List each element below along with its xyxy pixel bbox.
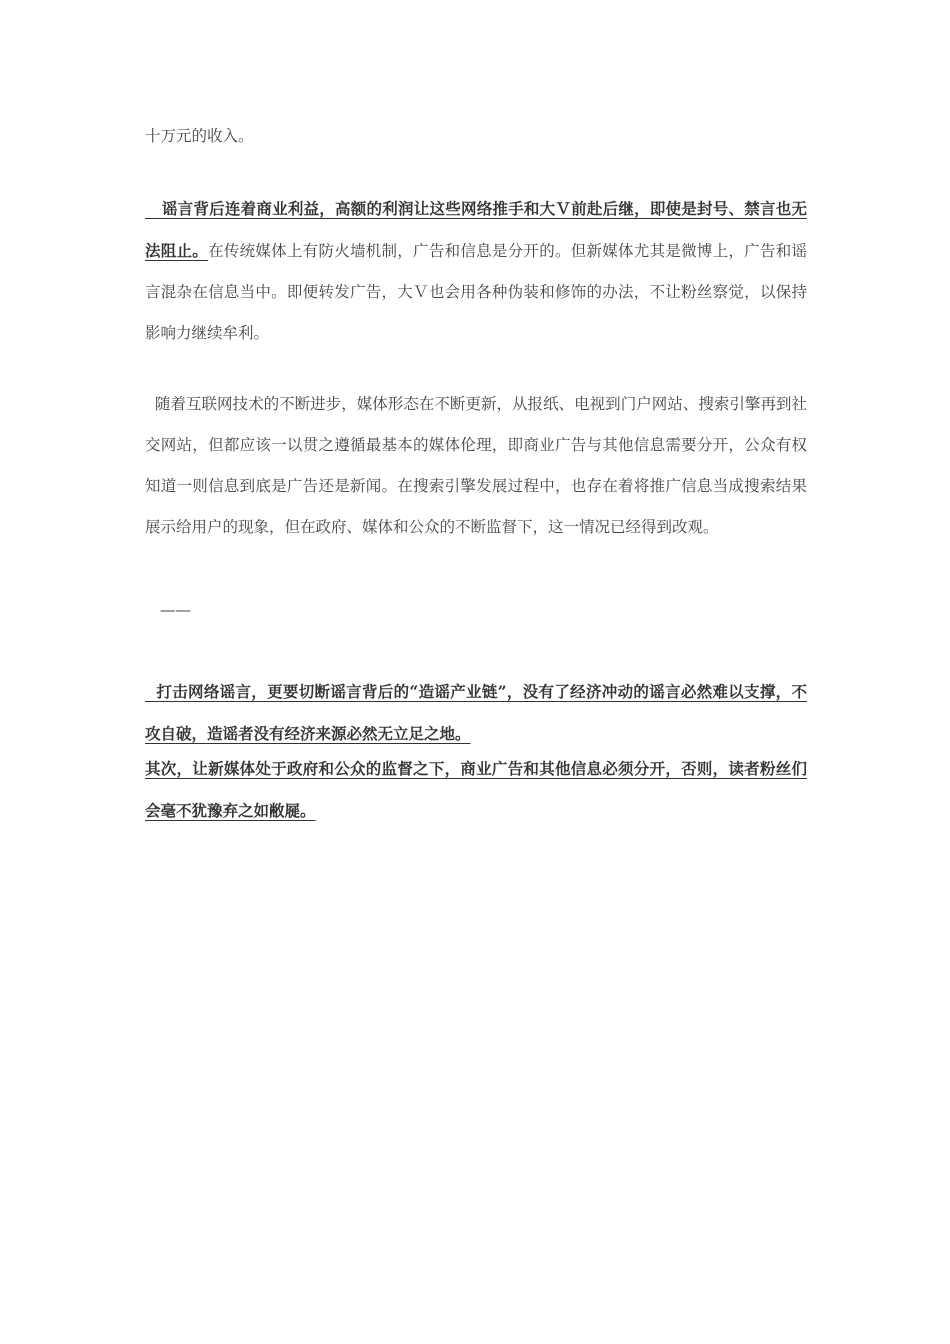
paragraph-income <box>145 116 807 157</box>
paragraph-rumor-profit-body: 在传统媒体上有防火墙机制，广告和信息是分开的。但新媒体尤其是微博上，广告和谣言混杂在信息当中。即便转发广告，大Ｖ也会用各种伪装和修饰的办法，不让粉丝察觉，以保持影响力继续牟利。 <box>145 242 807 342</box>
paragraph-income-text: 十万元的收入。 <box>145 127 254 145</box>
dash-separator <box>160 590 822 631</box>
paragraph-cut-chain-text: 打击网络谣言，更要切断谣言背后的“造谣产业链”，没有了经济冲动的谣言必然难以支撑，不攻自破，造谣者没有经济来源必然无立足之地。 <box>145 682 807 743</box>
paragraph-supervision <box>145 748 807 832</box>
paragraph-rumor-profit <box>145 188 807 354</box>
paragraph-cut-chain <box>145 671 807 755</box>
dash-separator-text: —— <box>160 601 191 619</box>
paragraph-media-ethics <box>145 384 807 548</box>
paragraph-supervision-text: 其次，让新媒体处于政府和公众的监督之下，商业广告和其他信息必须分开，否则，读者粉丝们会毫不犹豫弃之如敝屣。 <box>145 759 807 820</box>
paragraph-media-ethics-text: 随着互联网技术的不断进步，媒体形态在不断更新，从报纸、电视到门户网站、搜索引擎再到社交网站，但都应该一以贯之遵循最基本的媒体伦理，即商业广告与其他信息需要分开，公众有权知道一则信息到底是广告还是新闻。在搜索引擎发展过程中，也存在着将推广信息当成搜索结果展示给用户的现象，但在政府、媒体和公众的不断监督下，这一情况已经得到改观。 <box>145 395 807 536</box>
paragraph-rumor-profit-emphasis: 谣言背后连着商业利益，高额的利润让这些网络推手和大Ｖ前赴后继，即使是封号、禁言也无法阻止。 <box>145 199 807 260</box>
